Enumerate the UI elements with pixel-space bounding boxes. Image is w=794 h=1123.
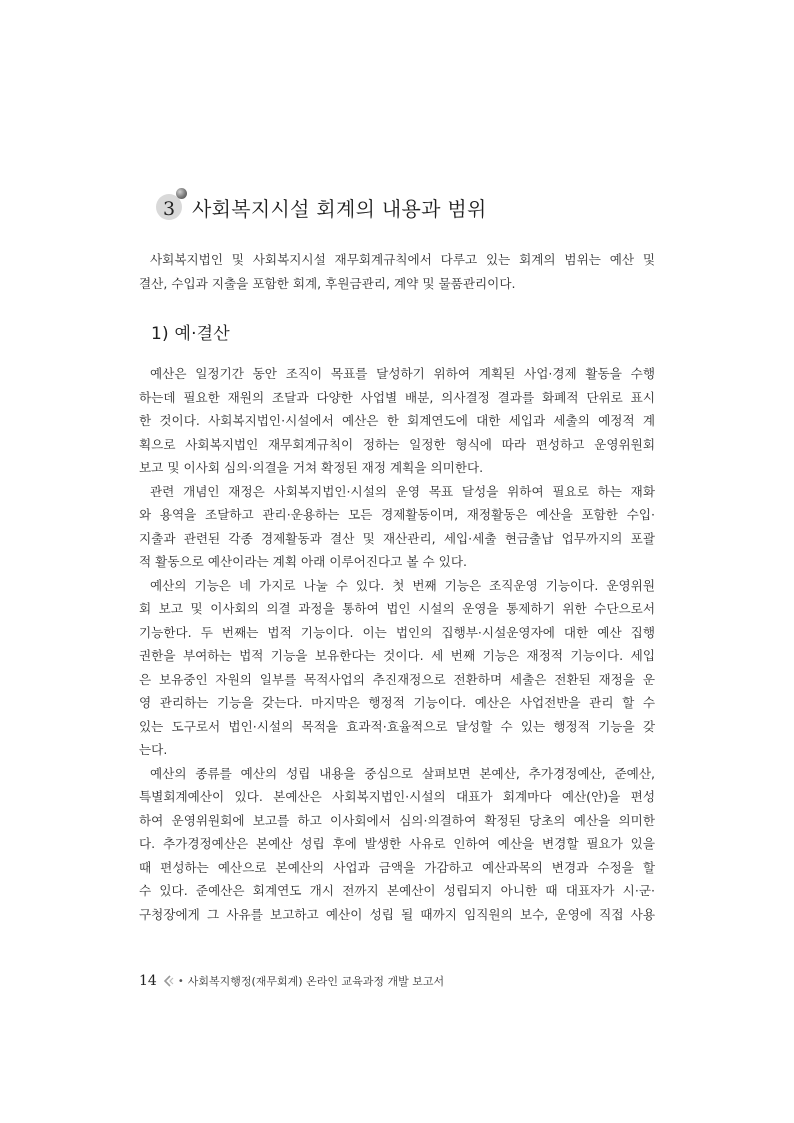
text-line: 관련 개념인 재정은 사회복지법인·시설의 운영 목표 달성을 위하여 필요로 하는 재화 bbox=[150, 483, 655, 499]
text-line: 수 있다. 준예산은 회계연도 개시 전까지 본예산이 성립되지 아니한 때 대표자가 시·군· bbox=[139, 883, 655, 898]
text-line: 기능한다. 두 번째는 법적 기능이다. 이는 법인의 집행부·시설운영자에 대한 예산 집행 bbox=[139, 624, 655, 640]
text-line: 사회복지법인 및 사회복지시설 재무회계규칙에서 다루고 있는 회계의 범위는 예산 및 bbox=[150, 252, 655, 267]
footer-report-title: 사회복지행정(재무회계) 온라인 교육과정 개발 보고서 bbox=[187, 975, 445, 988]
text-line: 결산, 수입과 지출을 포함한 회계, 후원금관리, 계약 및 물품관리이다. bbox=[139, 275, 516, 291]
intro-paragraph bbox=[139, 248, 655, 295]
text-line: 회 보고 및 이사회의 의결 과정을 통하여 법인 시설의 운영을 통제하기 위한 수단으로서 bbox=[139, 601, 655, 616]
badge-dot-icon bbox=[176, 188, 187, 199]
text-line: 때 편성하는 예산으로 본예산의 사업과 금액을 가감하고 예산과목의 변경과 수정을 할 bbox=[139, 859, 655, 875]
text-line: 다. 추가경정예산은 본예산 성립 후에 발생한 사유로 인하여 예산을 변경할 필요가 있을 bbox=[139, 836, 655, 851]
text-line: 은 보유중인 자원의 일부를 목적사업의 추진재정으로 전환하며 세출은 전환된 재정을 운 bbox=[139, 671, 655, 687]
text-line: 지출과 관련된 각종 경제활동과 결산 및 재산관리, 세입·세출 현금출납 업무까지의 포괄 bbox=[139, 530, 655, 546]
text-line: 와 용역을 조달하고 관리·운용하는 모든 경제활동이며, 재정활동은 예산을 포함한 수입· bbox=[139, 507, 655, 522]
text-line: 보고 및 이사회 심의·의결을 거쳐 확정된 재정 계획을 의미한다. bbox=[139, 460, 484, 475]
text-line: 예산의 기능은 네 가지로 나눌 수 있다. 첫 번째 기능은 조직운영 기능이다. 운영위원 bbox=[150, 577, 655, 593]
text-line: 특별회계예산이 있다. 본예산은 사회복지법인·시설의 대표가 회계마다 예산(안)을 편성 bbox=[139, 789, 655, 804]
chevron-left-icon bbox=[162, 975, 174, 987]
page-footer bbox=[139, 973, 444, 989]
text-line: 획으로 사회복지법인 재무회계규칙이 정하는 일정한 형식에 따라 편성하고 운영위원회 bbox=[139, 436, 655, 452]
section-number-badge bbox=[156, 194, 182, 220]
text-line: 구청장에게 그 사유를 보고하고 예산이 성립 될 때까지 임직원의 보수, 운영에 직접 사용 bbox=[139, 906, 655, 922]
text-line: 영 관리하는 기능을 갖는다. 마지막은 행정적 기능이다. 예산은 사업전반을 관리 할 수 bbox=[139, 695, 655, 710]
section-title: 사회복지시설 회계의 내용과 범위 bbox=[192, 196, 487, 221]
text-line: 한 것이다. 사회복지법인·시설에서 예산은 한 회계연도에 대한 세입과 세출의 예정적 계 bbox=[139, 413, 655, 428]
text-line: 는다. bbox=[139, 742, 168, 757]
text-line: 권한을 부여하는 법적 기능을 보유한다는 것이다. 세 번째 기능은 재정적 기능이다. 세입 bbox=[139, 648, 655, 663]
body-paragraphs bbox=[139, 362, 655, 926]
text-line: 예산의 종류를 예산의 성립 내용을 중심으로 살펴보면 본예산, 추가경정예산, 준예산, bbox=[150, 765, 655, 781]
text-line: 예산은 일정기간 동안 조직이 목표를 달성하기 위하여 계획된 사업·경제 활동을 수행 bbox=[150, 366, 655, 381]
text-line: 하는데 필요한 재원의 조달과 다양한 사업별 배분, 의사결정 결과를 화폐적 단위로 표시 bbox=[139, 389, 655, 405]
page-number: 14 bbox=[139, 973, 157, 989]
section-heading bbox=[156, 190, 487, 224]
section-number: 3 bbox=[162, 197, 176, 220]
text-line: 하여 운영위원회에 보고를 하고 이사회에서 심의·의결하여 확정된 당초의 예산을 의미한 bbox=[139, 812, 655, 828]
text-line: 적 활동으로 예산이라는 계획 아래 이루어진다고 볼 수 있다. bbox=[139, 554, 468, 569]
footer-bullet: • bbox=[177, 975, 184, 987]
subsection-title: 1) 예·결산 bbox=[151, 324, 230, 344]
text-line: 있는 도구로서 법인·시설의 목적을 효과적·효율적으로 달성할 수 있는 행정적 기능을 갖 bbox=[139, 718, 655, 734]
